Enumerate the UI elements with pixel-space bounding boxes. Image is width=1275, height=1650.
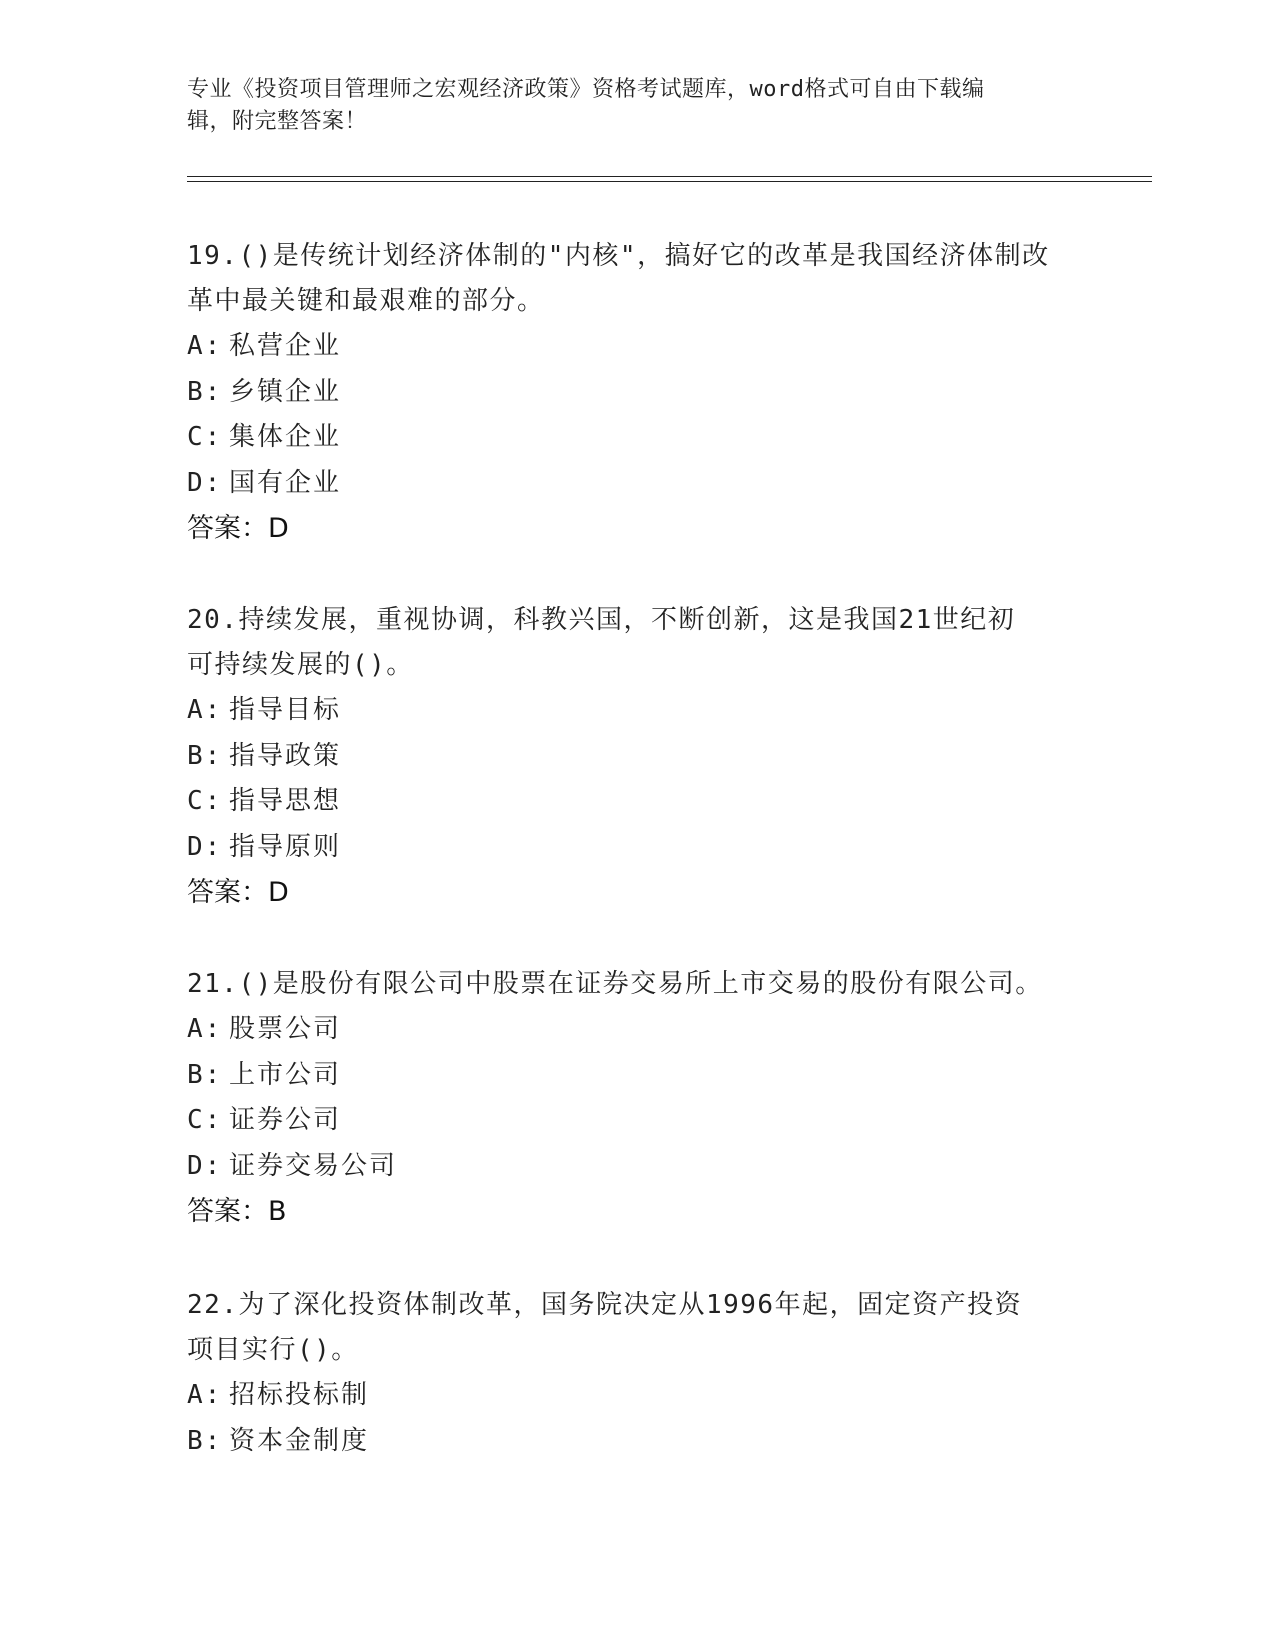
option-a xyxy=(187,688,1087,734)
question-text-line-2: 项目实行()。 xyxy=(187,1335,359,1365)
option-d xyxy=(187,1144,1087,1190)
option-b xyxy=(187,1053,1087,1099)
option-key: A: xyxy=(187,331,223,361)
question-text-line-2: 可持续发展的()。 xyxy=(187,650,414,680)
answer-label: 答案：B xyxy=(187,1196,287,1227)
option-text: 股票公司 xyxy=(229,1014,342,1044)
option-text: 指导原则 xyxy=(229,831,342,862)
header-divider-bottom xyxy=(187,181,1152,182)
question-text xyxy=(187,598,1087,643)
option-b xyxy=(187,734,1087,780)
option-text: 集体企业 xyxy=(229,422,342,452)
option-key: B: xyxy=(187,1425,223,1456)
document-header xyxy=(187,74,1077,138)
option-key: D: xyxy=(187,467,223,498)
option-c xyxy=(187,415,1087,461)
question-19 xyxy=(187,234,1087,551)
option-b xyxy=(187,370,1087,416)
question-20 xyxy=(187,598,1087,915)
option-text: 私营企业 xyxy=(229,331,342,361)
option-key: D: xyxy=(187,831,223,862)
question-text-line-1: 持续发展，重视协调，科教兴国，不断创新，这是我国21世纪初 xyxy=(238,605,1016,635)
option-key: B: xyxy=(187,740,223,771)
answer-label: 答案：D xyxy=(187,513,289,544)
option-key: A: xyxy=(187,695,223,725)
question-text xyxy=(187,1283,1087,1328)
option-c xyxy=(187,1098,1087,1144)
answer-label: 答案：D xyxy=(187,877,289,908)
option-key: C: xyxy=(187,786,223,816)
option-text: 证券交易公司 xyxy=(229,1150,398,1181)
option-text: 证券公司 xyxy=(229,1105,342,1135)
question-text-line-1: ()是股份有限公司中股票在证券交易所上市交易的股份有限公司。 xyxy=(238,969,1043,999)
question-number: 22. xyxy=(187,1290,239,1320)
question-text-line-1: ()是传统计划经济体制的"内核"，搞好它的改革是我国经济体制改 xyxy=(238,241,1050,271)
option-key: C: xyxy=(187,1105,223,1135)
option-key: B: xyxy=(187,376,223,407)
header-divider-top xyxy=(187,176,1152,177)
option-d xyxy=(187,461,1087,507)
option-text: 指导目标 xyxy=(229,695,342,725)
option-key: C: xyxy=(187,422,223,452)
question-21 xyxy=(187,962,1087,1234)
question-22 xyxy=(187,1283,1087,1464)
option-a xyxy=(187,1373,1087,1419)
question-number: 19. xyxy=(187,241,239,271)
header-line-1: 专业《投资项目管理师之宏观经济政策》资格考试题库，word格式可自由下载编 xyxy=(187,77,985,102)
question-text-line-2: 革中最关键和最艰难的部分。 xyxy=(187,286,545,316)
option-text: 资本金制度 xyxy=(229,1425,370,1456)
question-number: 21. xyxy=(187,969,239,999)
option-text: 指导思想 xyxy=(229,786,342,816)
option-key: A: xyxy=(187,1380,223,1410)
question-number: 20. xyxy=(187,605,239,635)
question-text xyxy=(187,234,1087,279)
option-text: 上市公司 xyxy=(229,1059,342,1090)
option-key: D: xyxy=(187,1150,223,1181)
option-c xyxy=(187,779,1087,825)
question-text-line-1: 为了深化投资体制改革，国务院决定从1996年起，固定资产投资 xyxy=(238,1290,1023,1320)
option-text: 国有企业 xyxy=(229,467,342,498)
option-text: 乡镇企业 xyxy=(229,376,342,407)
option-text: 指导政策 xyxy=(229,740,342,771)
option-a xyxy=(187,1007,1087,1053)
option-d xyxy=(187,825,1087,871)
option-text: 招标投标制 xyxy=(229,1380,370,1410)
option-key: B: xyxy=(187,1059,223,1090)
question-text xyxy=(187,962,1087,1007)
header-line-2: 辑，附完整答案！ xyxy=(187,109,368,134)
option-b xyxy=(187,1419,1087,1465)
option-a xyxy=(187,324,1087,370)
option-key: A: xyxy=(187,1014,223,1044)
